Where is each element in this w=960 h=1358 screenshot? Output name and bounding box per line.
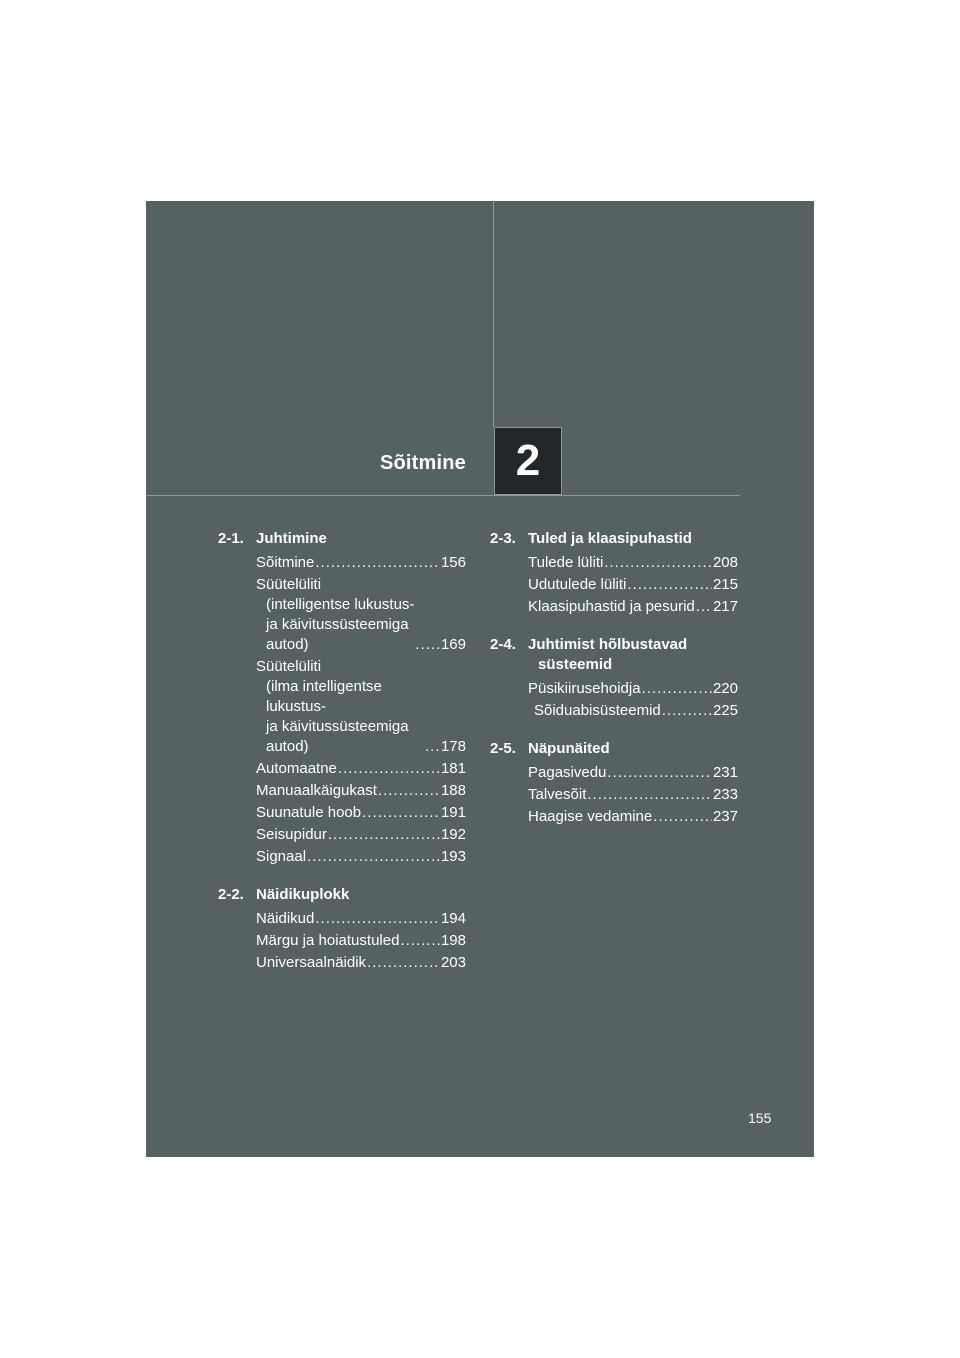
section-title: [528, 529, 738, 549]
toc-section: [218, 885, 466, 973]
toc-entry[interactable]: [256, 657, 466, 757]
toc-entry[interactable]: [528, 807, 738, 827]
toc-entry[interactable]: [256, 931, 466, 951]
toc-entry[interactable]: [256, 847, 466, 867]
entry-label: [528, 701, 661, 721]
entry-label-text: Sõiduabisüsteemid: [534, 702, 661, 719]
entry-label-subline: autod): [266, 738, 309, 755]
dot-leader: [378, 781, 440, 801]
entry-label: [256, 553, 314, 573]
toc-column-right: [490, 529, 738, 845]
section-number: 2-3.: [490, 530, 516, 547]
entry-label-text: Automaatne: [256, 760, 337, 777]
entry-label-subline: ja käivitussüsteemiga: [266, 718, 409, 735]
entry-label-text: Suunatule hoob: [256, 804, 362, 821]
entry-label: [528, 597, 695, 617]
toc-section: [490, 739, 738, 827]
entry-label: [528, 807, 652, 827]
entry-label-text: Manuaalkäigukast: [256, 782, 377, 799]
entry-page-number: 208: [712, 554, 738, 571]
entry-label-text: Signaal: [256, 848, 307, 865]
dot-leader: [607, 763, 712, 783]
toc-entry[interactable]: [256, 909, 466, 929]
entry-label-text: Süütelüliti: [256, 658, 322, 675]
toc-section: [218, 529, 466, 867]
section-title-text: Juhtimine: [256, 530, 327, 547]
entry-label: [528, 553, 603, 573]
entry-page-number: 217: [712, 598, 738, 615]
entry-label-text: Klaasipuhastid ja pesurid: [528, 598, 695, 615]
entry-label-text: Talvesõit: [528, 786, 587, 803]
dot-leader: [653, 807, 712, 827]
entry-page-number: 169: [440, 636, 466, 653]
dot-leader: [425, 737, 440, 757]
entry-page-number: 192: [440, 826, 466, 843]
toc-entry[interactable]: [256, 553, 466, 573]
toc-entry[interactable]: [528, 679, 738, 699]
section-heading: [490, 635, 738, 675]
toc-section: [490, 529, 738, 617]
section-title-text: Juhtimist hõlbustavad: [528, 636, 688, 653]
entry-label: [256, 953, 366, 973]
dot-leader: [400, 931, 440, 951]
toc-entry[interactable]: [256, 825, 466, 845]
toc-entry[interactable]: [256, 575, 466, 655]
entry-page-number: 198: [440, 932, 466, 949]
entry-label: [256, 931, 399, 951]
section-title: [528, 739, 738, 759]
section-title: [256, 529, 466, 549]
section-title: [256, 885, 466, 905]
entry-label: [256, 909, 314, 929]
entry-label-subline: (ilma intelligentse lukustus-: [266, 678, 382, 715]
entry-label-subline: autod): [266, 636, 309, 653]
toc-entry[interactable]: [528, 763, 738, 783]
dot-leader: [587, 785, 712, 805]
dot-leader: [307, 847, 440, 867]
section-title-text: Tuled ja klaasipuhastid: [528, 530, 692, 547]
entry-label: [256, 575, 414, 655]
entry-label: [256, 781, 377, 801]
toc-entry[interactable]: [256, 759, 466, 779]
entry-page-number: 203: [440, 954, 466, 971]
entry-page-number: 193: [440, 848, 466, 865]
entry-page-number: 178: [440, 738, 466, 755]
toc-entry[interactable]: [528, 701, 738, 721]
dot-leader: [627, 575, 712, 595]
entry-page-number: 220: [712, 680, 738, 697]
entry-label: [256, 847, 306, 867]
dot-leader: [338, 759, 440, 779]
entry-page-number: 194: [440, 910, 466, 927]
entry-page-number: 233: [712, 786, 738, 803]
entry-label: [528, 763, 606, 783]
entry-label-text: Märgu ja hoiatustuled: [256, 932, 400, 949]
section-number: 2-4.: [490, 636, 516, 653]
entry-label: [528, 679, 641, 699]
entry-label-text: Seisupidur: [256, 826, 327, 843]
dot-leader: [328, 825, 440, 845]
entry-page-number: 191: [440, 804, 466, 821]
page-number: 155: [748, 1110, 772, 1126]
entry-label-text: Süütelüliti: [256, 576, 322, 593]
entry-page-number: 237: [712, 808, 738, 825]
section-heading: [218, 885, 466, 905]
dot-leader: [315, 553, 440, 573]
toc-column-left: [218, 529, 466, 991]
toc-entry[interactable]: [256, 953, 466, 973]
entry-label-text: Sõitmine: [256, 554, 315, 571]
section-heading: [490, 529, 738, 549]
toc-entry[interactable]: [528, 553, 738, 573]
dot-leader: [315, 909, 440, 929]
section-title-text: Näidikuplokk: [256, 886, 350, 903]
entry-page-number: 156: [440, 554, 466, 571]
entry-label: [256, 803, 361, 823]
section-title: [528, 635, 738, 675]
entry-label: [528, 785, 586, 805]
dot-leader: [362, 803, 440, 823]
entry-page-number: 231: [712, 764, 738, 781]
dot-leader: [662, 701, 712, 721]
toc-section: [490, 635, 738, 721]
entry-label-text: Udutulede lüliti: [528, 576, 627, 593]
entry-page-number: 181: [440, 760, 466, 777]
toc-entry[interactable]: [528, 785, 738, 805]
entry-page-number: 188: [440, 782, 466, 799]
section-title-continuation: süsteemid: [538, 656, 613, 673]
horizontal-divider: [146, 495, 740, 496]
toc-entry[interactable]: [528, 575, 738, 595]
entry-label-text: Universaalnäidik: [256, 954, 367, 971]
section-heading: [218, 529, 466, 549]
entry-label-text: Püsikiirusehoidja: [528, 680, 641, 697]
chapter-number: 2: [515, 436, 541, 485]
dot-leader: [367, 953, 440, 973]
dot-leader: [696, 597, 712, 617]
entry-label: [528, 575, 626, 595]
dot-leader: [604, 553, 712, 573]
entry-label: [256, 759, 337, 779]
dot-leader: [415, 635, 440, 655]
entry-label-text: Haagise vedamine: [528, 808, 653, 825]
toc-entry[interactable]: [256, 803, 466, 823]
vertical-divider: [493, 201, 494, 427]
section-number: 2-2.: [218, 886, 244, 903]
entry-label-text: Pagasivedu: [528, 764, 607, 781]
entry-label-text: Tulede lüliti: [528, 554, 604, 571]
section-title-text: Näpunäited: [528, 740, 610, 757]
entry-page-number: 225: [712, 702, 738, 719]
chapter-number-box: [494, 427, 562, 495]
section-heading: [490, 739, 738, 759]
section-number: 2-5.: [490, 740, 516, 757]
entry-label-subline: (intelligentse lukustus-: [266, 596, 415, 613]
entry-label-subline: ja käivitussüsteemiga: [266, 616, 409, 633]
toc-entry[interactable]: [528, 597, 738, 617]
section-number: 2-1.: [218, 530, 244, 547]
entry-label: [256, 825, 327, 845]
entry-label: [256, 657, 424, 757]
entry-page-number: 215: [712, 576, 738, 593]
chapter-title: Sõitmine: [379, 452, 466, 474]
entry-label-text: Näidikud: [256, 910, 315, 927]
toc-entry[interactable]: [256, 781, 466, 801]
dot-leader: [642, 679, 712, 699]
